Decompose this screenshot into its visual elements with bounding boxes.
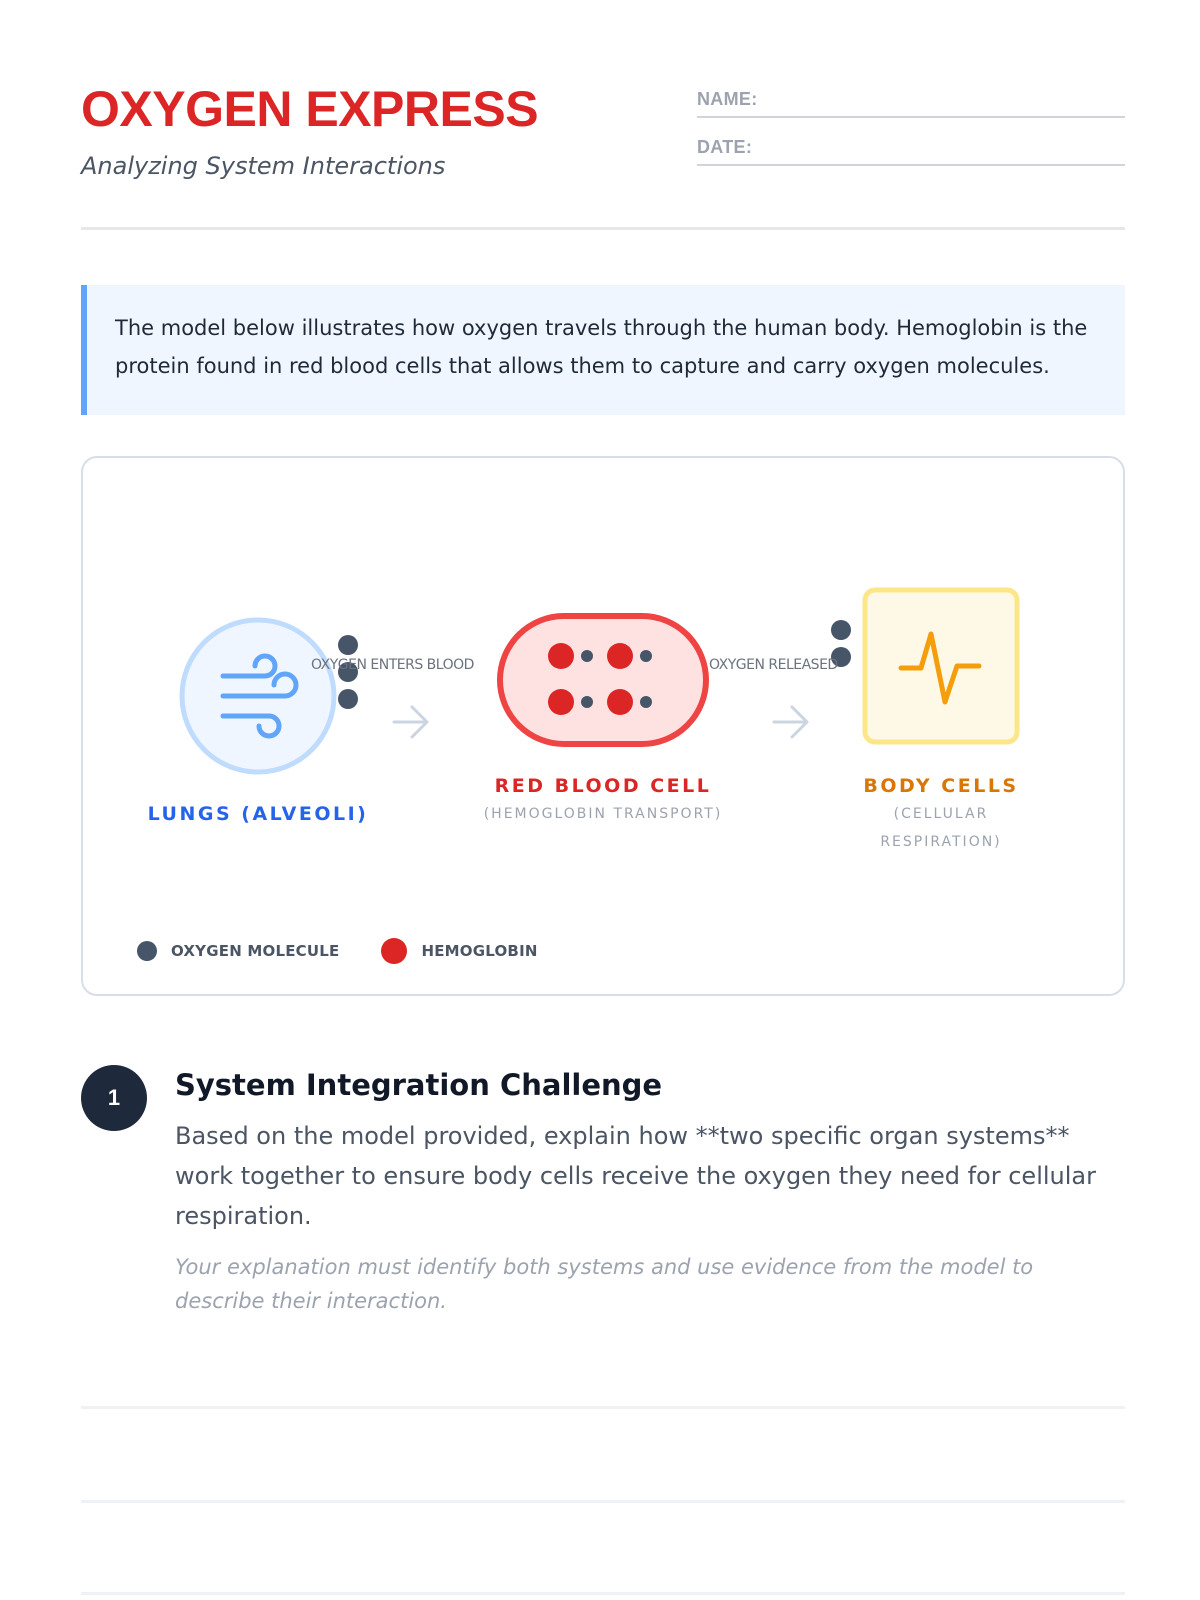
oxygen-transport-model (81, 456, 1125, 996)
name-label: NAME: (697, 89, 758, 109)
model-diagram (83, 458, 1127, 998)
rbc-shape (500, 616, 706, 744)
page-subtitle: Analyzing System Interactions (81, 152, 446, 180)
body-cells-sublabel-2: RESPIRATION) (880, 834, 1002, 850)
flow-label-oxygen-released: OXYGEN RELEASED (709, 657, 838, 673)
answer-line[interactable] (81, 1406, 1125, 1409)
body-cells-node (865, 590, 1017, 742)
arrow-right-icon (394, 707, 427, 737)
legend-oxygen-label: OXYGEN MOLECULE (171, 942, 340, 960)
legend (137, 936, 580, 966)
hemoglobin-legend-swatch (381, 938, 407, 964)
oxygen-molecule (640, 650, 652, 662)
question-hint: Your explanation must identify both systems and use evidence from the model to describe their interaction. (175, 1255, 1034, 1313)
legend-hemoglobin-label: HEMOGLOBIN (421, 942, 538, 960)
question-number-badge: 1 (81, 1065, 147, 1131)
hemoglobin (548, 689, 574, 715)
oxygen-molecule (581, 696, 593, 708)
body-cells-shape (865, 590, 1017, 742)
oxygen-molecule (338, 635, 358, 655)
rbc-node (500, 616, 706, 744)
question-title: System Integration Challenge (175, 1068, 663, 1102)
worksheet-header (81, 78, 1125, 230)
name-field[interactable] (697, 82, 1125, 118)
lungs-label: LUNGS (ALVEOLI) (147, 803, 369, 825)
hemoglobin (607, 643, 633, 669)
arrow-right-icon (774, 707, 807, 737)
page-title: OXYGEN EXPRESS (81, 81, 539, 137)
body-cells-sublabel-1: (CELLULAR (893, 806, 989, 822)
question-text: Based on the model provided, explain how **two specific organ systems** work together to ensure body cells receive the oxygen they need for cellular respiration. (175, 1122, 1096, 1230)
answer-line[interactable] (81, 1500, 1125, 1503)
date-field[interactable] (697, 130, 1125, 166)
intro-callout (81, 285, 1125, 415)
body-cells-label: BODY CELLS (863, 775, 1019, 797)
lungs-node (182, 620, 334, 772)
answer-line[interactable] (81, 1592, 1125, 1595)
hemoglobin (548, 643, 574, 669)
intro-text: The model below illustrates how oxygen travels through the human body. Hemoglobin is the protein found in red blood cells that allows them to capture and carry oxygen molecules. (115, 316, 1088, 378)
oxygen-legend-swatch (137, 941, 157, 961)
date-label: DATE: (697, 137, 753, 157)
rbc-label: RED BLOOD CELL (494, 775, 712, 797)
header-divider (81, 227, 1125, 230)
hemoglobin (607, 689, 633, 715)
rbc-sublabel: (HEMOGLOBIN TRANSPORT) (483, 806, 723, 822)
oxygen-molecule (581, 650, 593, 662)
oxygen-molecule (338, 689, 358, 709)
flow-label-enters-blood: OXYGEN ENTERS BLOOD (311, 657, 474, 673)
oxygen-molecule (831, 620, 851, 640)
oxygen-molecule (640, 696, 652, 708)
